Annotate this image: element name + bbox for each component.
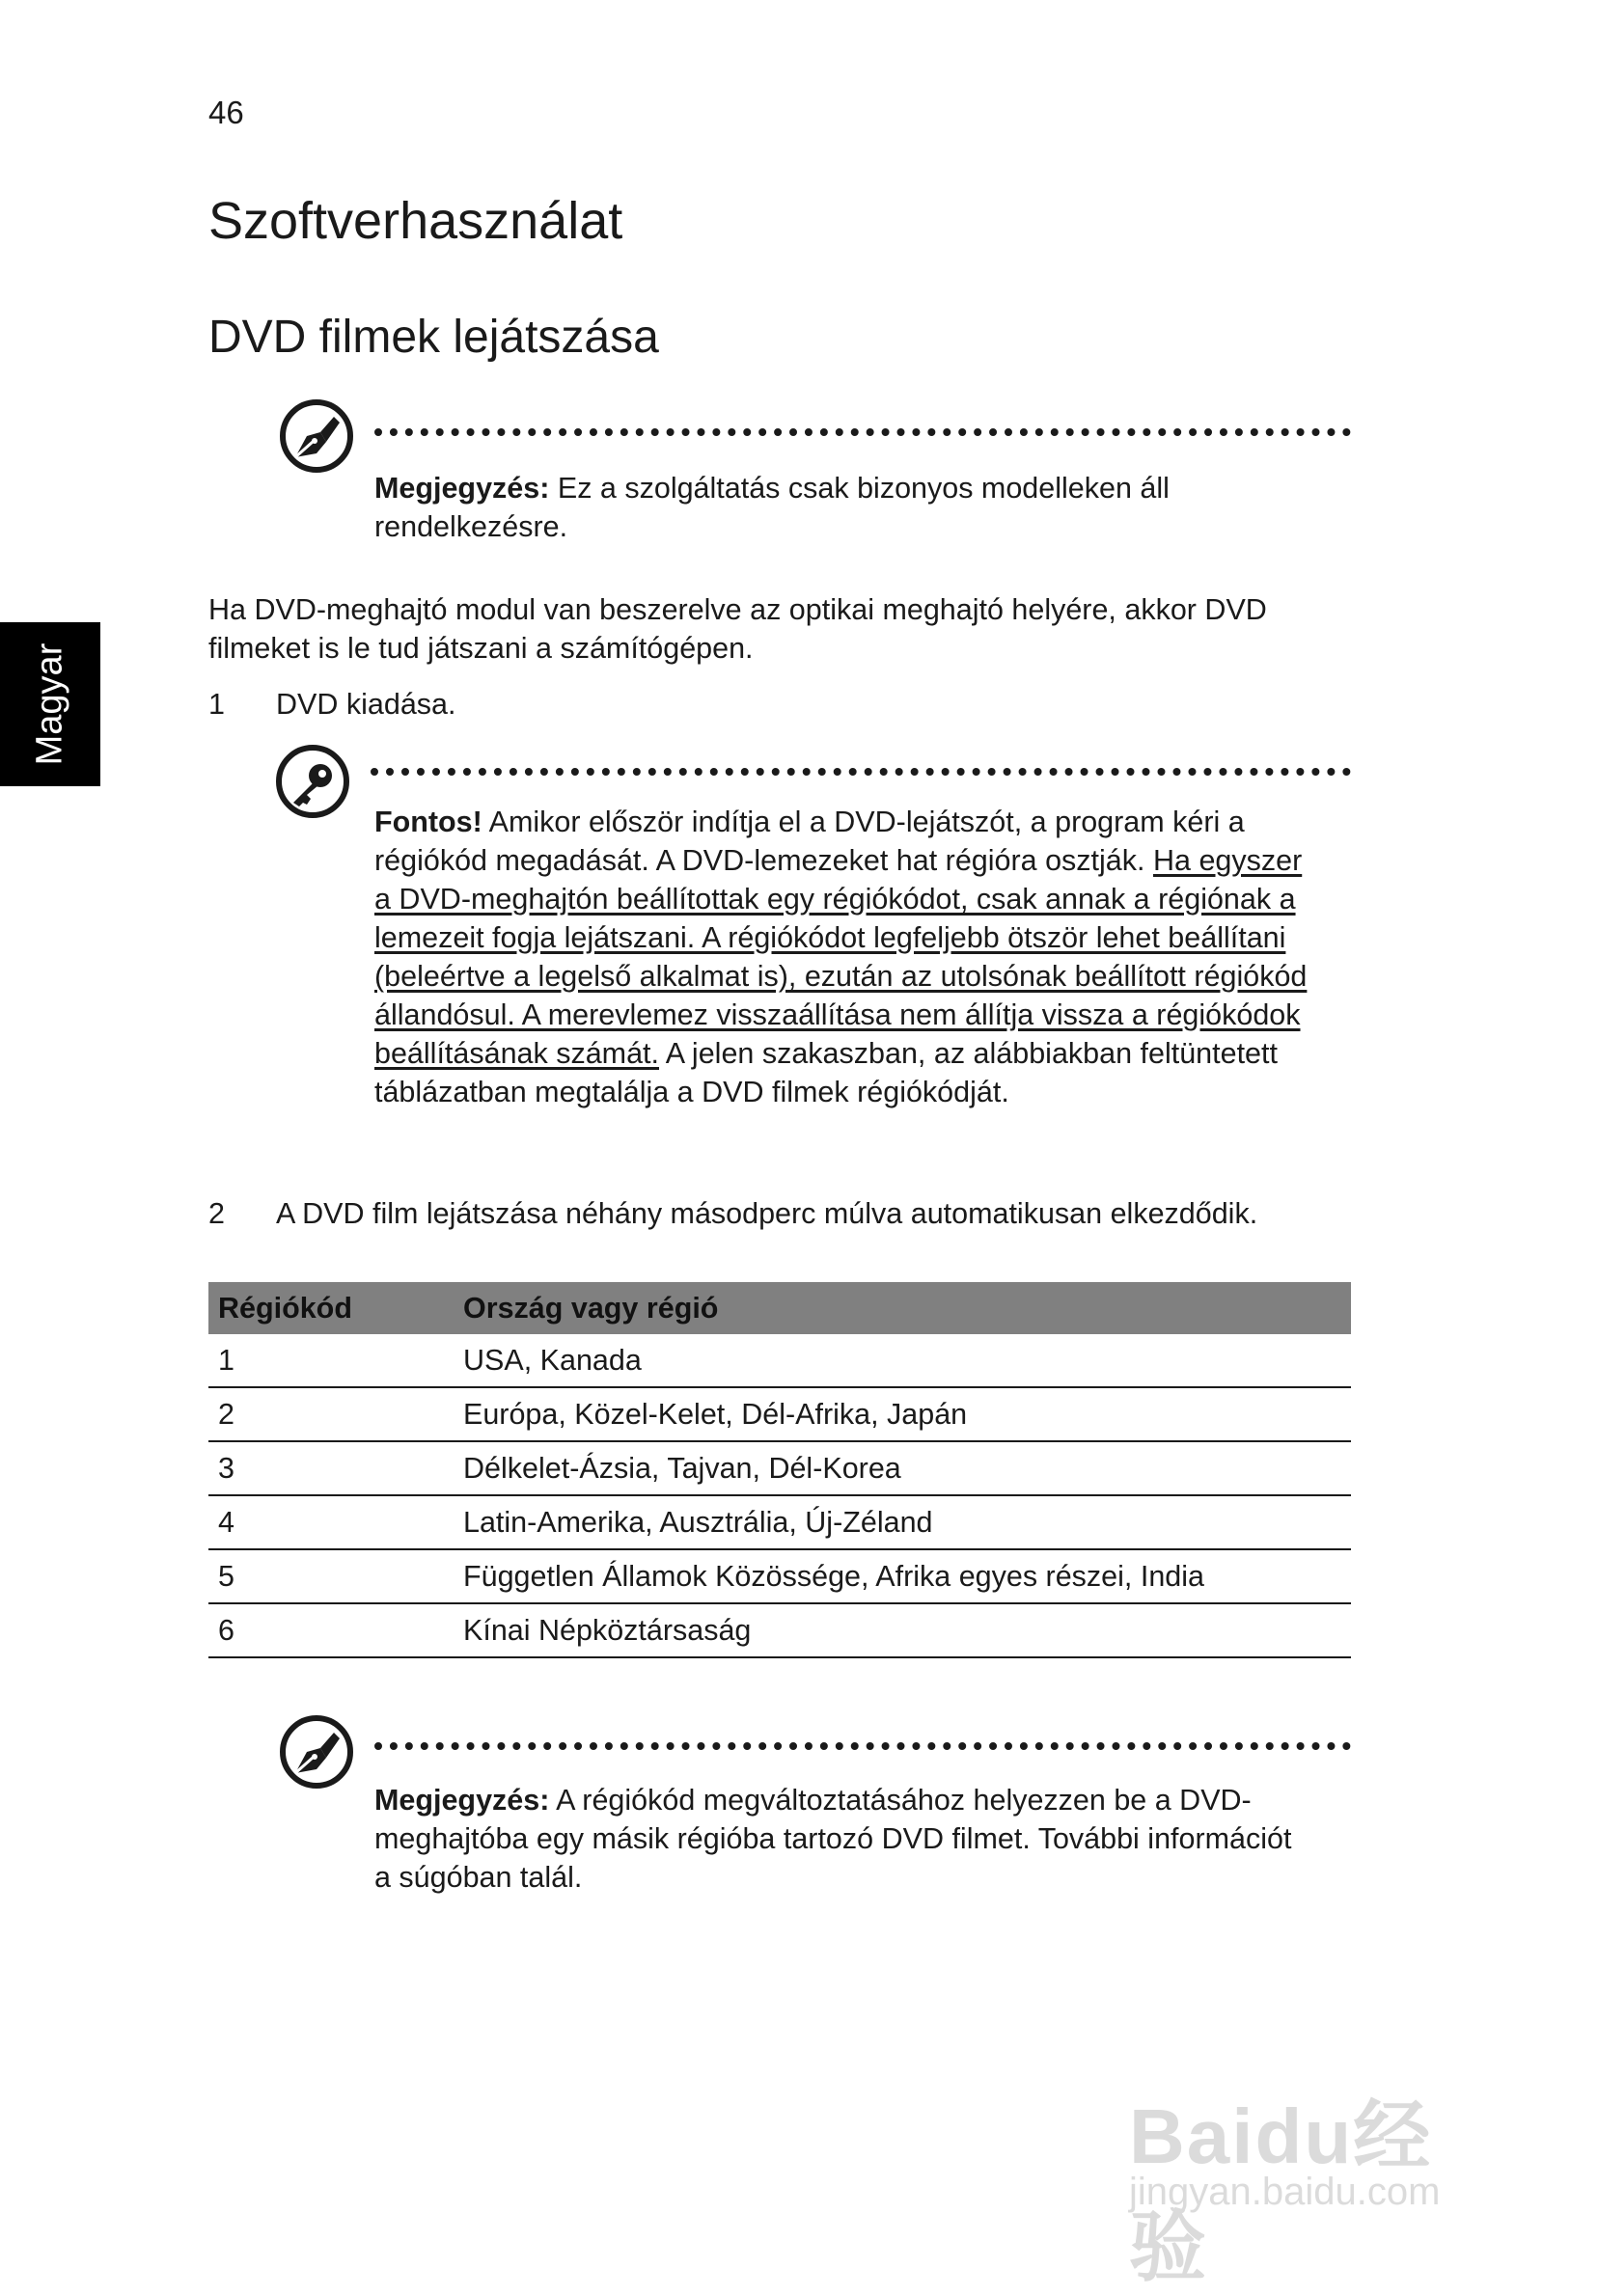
table-row [208,1549,1351,1603]
table-cell: Európa, Közel-Kelet, Dél-Afrika, Japán [454,1387,1351,1441]
table-cell: Délkelet-Ázsia, Tajvan, Dél-Korea [454,1441,1351,1495]
region-code-table [208,1282,1351,1658]
table-cell: Független Államok Közössége, Afrika egyes részei, India [454,1549,1351,1603]
important-label: Fontos! [374,806,482,838]
table-cell: 6 [208,1603,454,1657]
important-divider [371,768,1351,776]
key-icon [274,743,351,820]
baidu-watermark [1129,2036,1505,2290]
side-tab-label: Magyar [29,642,70,766]
table-cell: 1 [208,1334,454,1387]
table-cell: Latin-Amerika, Ausztrália, Új-Zéland [454,1495,1351,1549]
table-cell: Kínai Népköztársaság [454,1603,1351,1657]
watermark-logo-text: Baidu经验 [1129,2093,1433,2290]
note-divider [374,1742,1351,1750]
table-cell: 5 [208,1549,454,1603]
page-number: 46 [208,95,244,130]
note-divider [374,428,1351,436]
page-title: Szoftverhasználat [208,192,623,250]
step-number: 2 [208,1197,225,1230]
table-header-cell: Régiókód [208,1282,454,1334]
note-label: Megjegyzés: [374,1784,550,1817]
important-underlined-text: Ha egyszer a DVD-meghajtón beállítottak egy régiókódot, csak annak a régiónak a lemezeit fogja lejátszani. A régiókódot legfeljebb ötször lehet beállítani (beleértve a legelső alkalmat is), ezután az utolsónak beállított régiókód állandósul. A merevlemez visszaállítása nem állítja vissza a régiókódok beállításának számát. [374,844,1308,1070]
table-header-cell: Ország vagy régió [454,1282,1351,1334]
important-body-end: A jelen szakaszban, az alábbiakban feltüntetett táblázatban megtalálja a DVD filmek régiókódját. [374,1037,1278,1108]
table-cell: 3 [208,1441,454,1495]
step-text: A DVD film lejátszása néhány másodperc múlva automatikusan elkezdődik. [276,1197,1258,1230]
note-text [374,469,1320,546]
table-cell: USA, Kanada [454,1334,1351,1387]
important-text [374,803,1320,1111]
table-cell: 2 [208,1387,454,1441]
table-row [208,1603,1351,1657]
step-text: DVD kiadása. [276,688,456,721]
table-cell: 4 [208,1495,454,1549]
note-body: A régiókód megváltoztatásához helyezzen be a DVD-meghajtóba egy másik régióba tartozó DVD filmet. További információt a súgóban talál. [374,1784,1292,1894]
table-row [208,1441,1351,1495]
intro-paragraph: Ha DVD-meghajtó modul van beszerelve az optikai meghajtó helyére, akkor DVD filmeket is le tud játszani a számítógépen. [208,593,1267,665]
note-label: Megjegyzés: [374,472,550,505]
step-number: 1 [208,688,225,721]
language-side-tab [0,622,100,786]
important-body-start: Amikor először indítja el a DVD-lejátszót, a program kéri a régiókód megadását. A DVD-lemezeket hat régióra osztják. [374,806,1245,877]
table-row [208,1334,1351,1387]
watermark-url: jingyan.baidu.com [1129,2171,1441,2213]
note-pen-icon [278,397,355,475]
note-text [374,1781,1301,1897]
note-pen-icon [278,1713,355,1790]
table-header-row [208,1282,1351,1334]
section-title: DVD filmek lejátszása [208,312,659,363]
note-body: Ez a szolgáltatás csak bizonyos modelleken áll rendelkezésre. [374,472,1170,543]
table-row [208,1387,1351,1441]
table-row [208,1495,1351,1549]
